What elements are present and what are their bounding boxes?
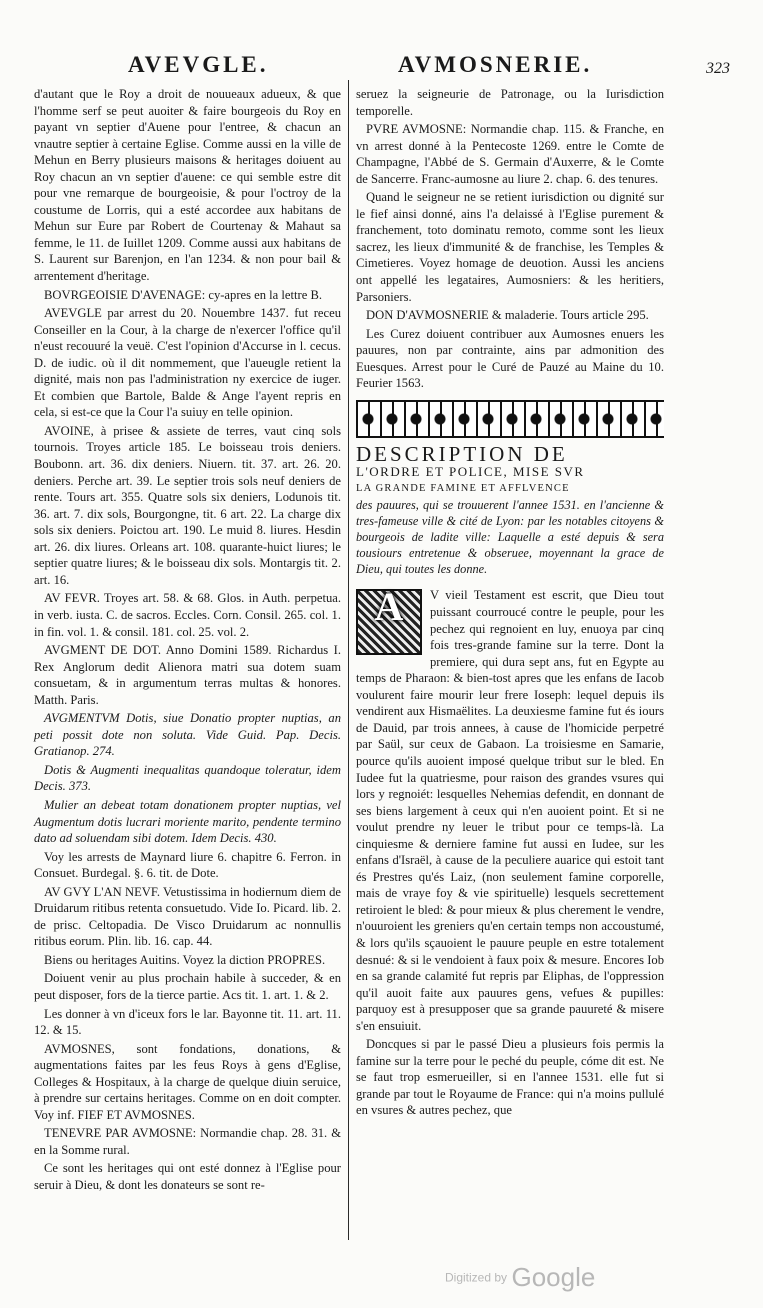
ornamental-band <box>356 400 664 438</box>
paragraph: PVRE AVMOSNE: Normandie chap. 115. & Franche, en vn arrest donné à la Pentecoste 1269. entre le Comte de Champagne, l'Abbé de S. Germain d'Auxerre, & le Comte de Sancerre. Franc-aumosne au liure 2. chap. 6. des tenures. <box>356 122 664 186</box>
paragraph: d'autant que le Roy a droit de nouueaux adueux, & que l'homme serf se peut auoiter & faire bourgeois du Roy en payant vn septier d'Auene pour l'entree, & chacun an vnautre septier à certaine Eglise. Comme aussi en la ville de Mehun en Berry plusieurs maisons & heritages doiuent au Roy chacun an vn septier d'auene: ce qui semble estre dit pour vne remarque de bourgeoisie, & pour l'octroy de la coustume de Lorris, qui a esté accordee aux habitans de Mehun sur Eure par Robert de Courtenay & Mahaut sa femme, le 11. de Iuillet 1209. Comme aussi aux habitans de S. Laurent sur Barenjon, en l'an 1234. & non pour bail & arrentement d'heritage. <box>34 87 341 284</box>
paragraph: V vieil Testament est escrit, que Dieu tout puissant courroucé contre le peuple, pour les pechez qui regnoient en luy, enuoya par cinq fois tres-grande famine sur la terre. Dont la premiere, qui dura sept ans, fut en Egypte au temps de Pharaon: & bien-tost apres que les enfans de Iacob voulurent faire mourir leur frere Ioseph: lequel depuis ils vendirent aux Hismaëlites. La deuxiesme famine fut és iours de Dauid, par trois annees, à cause de l'homicide perpetré par Saül, sur ceux de Gabaon. La troisiesme en Samarie, pource qu'ils auoient imposé quelque tribut sur le bled. En Iudee fut la quatriesme, pour raison des grandes vsures qui lors y regnoiét: lesquelles Nehemias defendit, en donnant de ses biens largement à ceux qui n'en auoient point. Et si ne voulut prendre ny leuer le tribut pour ce temps-là. La cinquiesme & derniere famine fut aussi en Iudee, sur les enfans d'Israël, à cause de la peculiere auarice qui estoit tant és Prestres qu'és Laiz, (non seulement famine corporelle, mais de vraye foy & vie spirituelle) lesquels secrettement retiroient le bled: & pour mieux & plus cherement le vendre, n'ouuroient les greniers qu'en certain temps non accoustumé, & lors qu'ils sçauoient le pauure peuple en estre totalement desnué: & si le vendoient à faux poix & mesure. Encores Iob en sa grande calamité fut repris par Eliphas, de l'oppression qu'il auoit faite aux pauures gens, vefues & pupilles: parquoy est à presupposer que sa grande pauureté & misere s'en ensuiuit. <box>356 588 664 1033</box>
paragraph: Les Curez doiuent contribuer aux Aumosnes enuers les pauures, non par contrainte, ains par admonition des Euesques. Arrest pour le Curé de Pauzé au Maine du 10. Feurier 1563. <box>356 326 664 391</box>
paragraph: Dotis & Augmenti inequalitas quandoque toleratur, idem Decis. 373. <box>34 762 341 794</box>
page-number: 323 <box>706 60 730 77</box>
decorated-initial <box>356 584 422 655</box>
column-divider <box>348 80 349 1240</box>
paragraph: Voy les arrests de Maynard liure 6. chapitre 6. Ferron. in Consuet. Burdegal. §. 6. tit. de Dote. <box>34 849 341 881</box>
digitized-watermark <box>445 1262 595 1293</box>
initial-letter: A <box>374 584 404 630</box>
google-logo: Google <box>511 1262 596 1292</box>
running-head-left: AVEVGLE. <box>128 52 269 77</box>
section-title: DESCRIPTION DE <box>356 441 568 466</box>
paragraph: AVMOSNES, sont fondations, donations, & augmentations faites par les feus Roys à gens d'Eglise, Colleges & Hospitaux, à la charge de quelque diuin seruice, à prendre sur certains heritages. Comme on en doit compter. Voy inf. FIEF ET AVMOSNES. <box>34 1041 341 1122</box>
running-head-right: AVMOSNERIE. <box>398 52 593 77</box>
paragraph: Ce sont les heritages qui ont esté donnez à l'Eglise pour seruir à Dieu, & dont les donateurs se sont re- <box>34 1161 341 1192</box>
paragraph: BOVRGEOISIE D'AVENAGE: cy-apres en la lettre B. <box>44 287 322 302</box>
paragraph: AV FEVR. Troyes art. 58. & 68. Glos. in Auth. perpetua. in verb. iusta. C. de sacros. Eccles. Corn. Consil. 265. col. 1. in fin. vol. 1. & consil. 181. col. 25. vol. 2. <box>34 591 341 639</box>
section-italic-intro: des pauures, qui se trouuerent l'annee 1531. en l'ancienne & tres-fameuse ville & cité de Lyon: par les notables citoyens & bourgeois de ladite ville: Laquelle a esté depuis & sera tousiours entretenue & obseruee, moyennant la grace de Dieu, qui toutes les donne. <box>356 498 664 577</box>
paragraph: seruez la seigneurie de Patronage, ou la Iurisdiction temporelle. <box>356 87 664 118</box>
left-column <box>34 86 341 1196</box>
right-column <box>356 86 664 1121</box>
paragraph: Les donner à vn d'iceux fors le lar. Bayonne tit. 11. art. 11. 12. & 15. <box>34 1006 341 1038</box>
paragraph: Quand le seigneur ne se retient iurisdiction ou dignité sur le fief ainsi donné, ains l'a delaissé à l'Eglise purement & franchement, toto dominatu remoto, comme sont les lieux sacrez, les lieux d'immunité & de franchise, les Temples & Cimetieres. Voyez homage de deuotion. Aussi les anciens ont appellé les legataires, Aumosniers: & les heritiers, Parsoniers. <box>356 190 664 304</box>
section-subtitle: L'ORDRE ET POLICE, MISE SVR <box>356 464 585 480</box>
paragraph: AVGMENT DE DOT. Anno Domini 1589. Richardus I. Rex Anglorum dedit Alienora matri sua dotem suam consuetam, & in argumentum terras multas & honores. Matth. Paris. <box>34 643 341 707</box>
paragraph: DON D'AVMOSNERIE & maladerie. Tours article 295. <box>366 308 649 323</box>
paragraph: AVOINE, à prisee & assiete de terres, vaut cinq sols tournois. Troyes article 185. Le boisseau trois deniers. Boubonn. art. 36. dix deniers. Niuern. tit. 37. art. 26. 20. deniers. Perche art. 39. Le septier trois sols neuf deniers de rente. Tours art. 355. Quatre sols six deniers, Lodunois tit. 36. art. 7. dix sols, Bourgongne, tit. 6 art. 22. La charge dix sols six deniers. Poictou art. 190. Le muid 8. liures. Hesdin art. 26. dix liures. Orleans art. 108. quarante-huict liures; le septier quatre liures; & le boisseau dix sols. Montargis tit. 2. art. 16. <box>34 423 341 587</box>
section-subtitle-2: LA GRANDE FAMINE ET AFFLVENCE <box>356 482 570 494</box>
paragraph: Biens ou heritages Auitins. Voyez la diction PROPRES. <box>44 952 326 967</box>
paragraph: Doncques si par le passé Dieu a plusieurs fois permis la famine sur la terre pour le peché du peuple, cóme dit est. Ne se faut trop esmerueiller, si en l'annee 1531. elle fut si grande par tout le Royaume de France: qui n'a moins pullulé en vsures & autres pechez, que <box>356 1037 664 1118</box>
paragraph: AVEVGLE par arrest du 20. Nouembre 1437. fut receu Conseiller en la Cour, à la charge de n'exercer l'office qu'il n'eust recouuré la veuë. C'est l'opinion d'Accurse in l. cecus. D. de iudic. où il dit nommement, que l'aueugle retient la dignité, mais non pas l'administration ny exercice de iuger. Et combien que Bartole, Balde & Ange l'ayent repris en cela, si est-ce que la Cour l'a suiuy en telle opinion. <box>34 306 341 420</box>
digitized-label: Digitized by <box>445 1270 508 1285</box>
paragraph: Mulier an debeat totam donationem propter nuptias, vel Augmentum dotis lucrari moriente marito, pendente termino dato ad soluendam sibi dotem. Idem Decis. 430. <box>34 797 341 846</box>
paragraph: AVGMENTVM Dotis, siue Donatio propter nuptias, an peti possit dote non soluta. Vide Guid. Pap. Decis. Gratianop. 274. <box>34 711 341 759</box>
paragraph: AV GVY L'AN NEVF. Vetustissima in hodiernum diem de Druidarum ritibus retenta consuetudo. Vide Io. Picard. lib. 2. de prisc. Celtopadia. De Visco Druidarum ac nonnullis ritibus eorum. Plin. lib. 16. cap. 44. <box>34 884 341 949</box>
paragraph: Doiuent venir au plus prochain habile à succeder, & en peut disposer, fors de la tierce partie. Acs tit. 1. art. 1. & 2. <box>34 971 341 1002</box>
paragraph: TENEVRE PAR AVMOSNE: Normandie chap. 28. 31. & en la Somme rural. <box>34 1126 341 1157</box>
